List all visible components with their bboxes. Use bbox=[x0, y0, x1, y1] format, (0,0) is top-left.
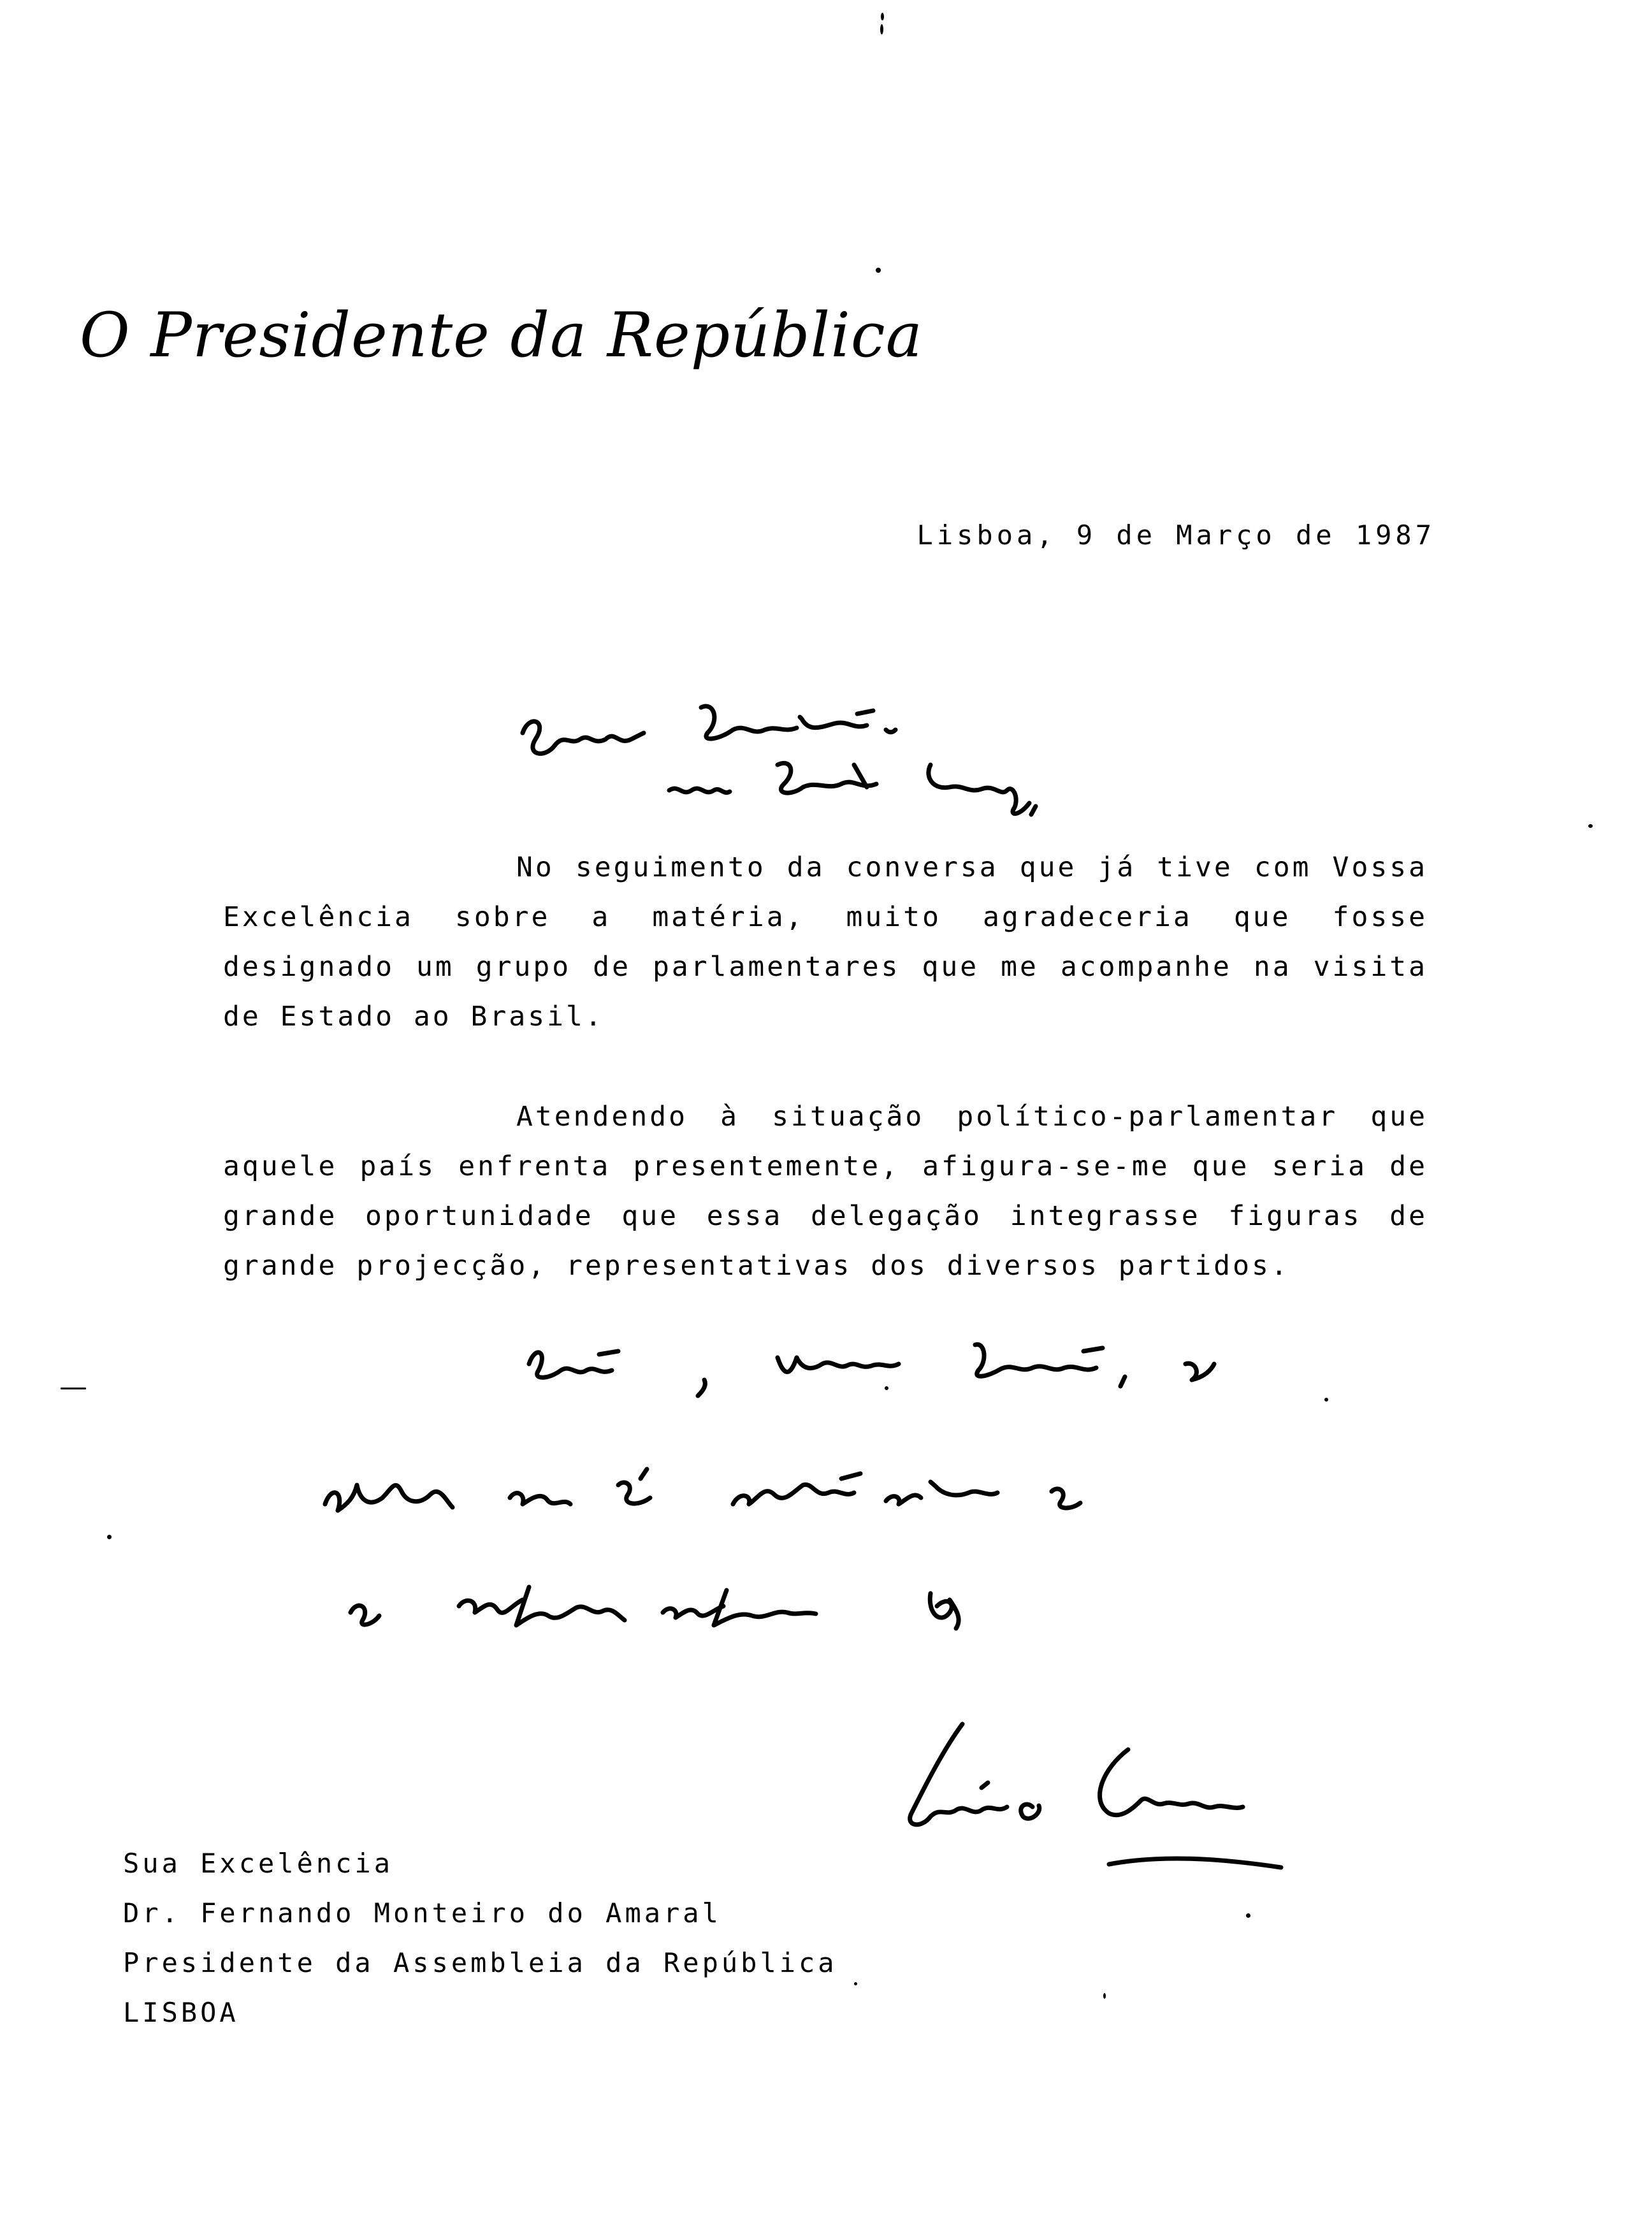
paragraph-text: Atendendo à situação político-parlamentar que aquele país enfrenta presentemente, afigura-se-me que seria de grande oportunidade que essa delegação integrasse figuras de grande projecção, representativas dos diversos partidos. bbox=[223, 1101, 1428, 1282]
handwritten-salutation bbox=[510, 695, 1179, 848]
handwritten-closing bbox=[319, 1326, 1434, 1664]
recipient-address bbox=[123, 1839, 837, 2038]
scan-speck bbox=[885, 1386, 888, 1390]
scan-speck bbox=[876, 268, 881, 273]
paragraph-1 bbox=[223, 843, 1428, 1041]
address-line-3: Presidente da Assembleia da República bbox=[123, 1947, 837, 1978]
letterhead: O Presidente da República bbox=[80, 300, 923, 371]
scan-speck bbox=[1588, 824, 1593, 828]
paragraph-2 bbox=[223, 1092, 1428, 1291]
scan-speck bbox=[1246, 1913, 1250, 1918]
scan-speck bbox=[854, 1982, 857, 1985]
scan-speck bbox=[1324, 1398, 1328, 1402]
scan-speck bbox=[1103, 1993, 1106, 1999]
scan-speck bbox=[881, 13, 884, 20]
scan-speck bbox=[61, 1388, 86, 1389]
scan-speck bbox=[107, 1535, 112, 1539]
scan-speck bbox=[880, 24, 883, 34]
dateline: Lisboa, 9 de Março de 1987 bbox=[917, 519, 1435, 551]
address-line-1: Sua Excelência bbox=[123, 1848, 394, 1879]
paragraph-text: No seguimento da conversa que já tive com Vossa Excelência sobre a matéria, muito agradeceria que fosse designado um grupo de parlamentares que me acompanhe na visita de Estado ao Brasil. bbox=[223, 852, 1428, 1033]
address-line-4: LISBOA bbox=[123, 1997, 239, 2028]
address-line-2: Dr. Fernando Monteiro do Amaral bbox=[123, 1897, 721, 1929]
signature bbox=[886, 1711, 1307, 1903]
